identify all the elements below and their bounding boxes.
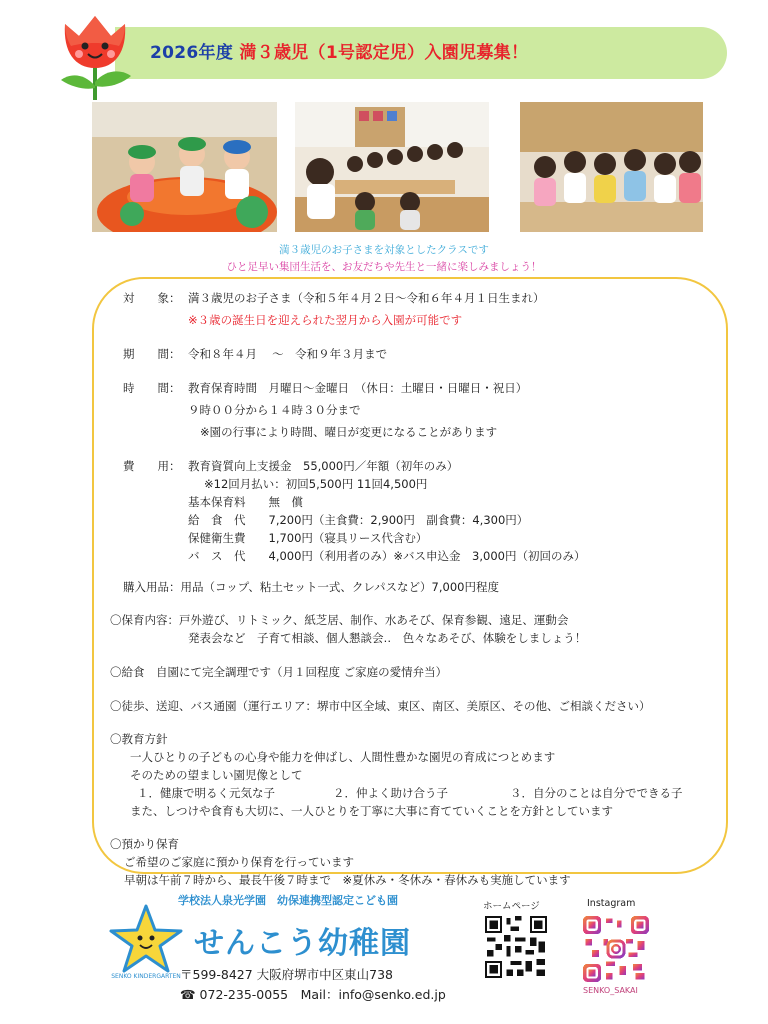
star-mascot-logo [104,900,188,980]
time-note: ※園の行事により時間、曜日が変更になることがあります [200,425,498,439]
policy-title: 〇教育方針 [110,732,168,746]
fee-basic: 基本保育料 無 償 [188,495,303,509]
svg-text:SENKO KINDERGARTEN: SENKO KINDERGARTEN [111,973,181,980]
kindergarten-name: せんこう幼稚園 [194,926,411,961]
contact-info: ☎ 072-235-0055 Mail：info@senko.ed.jp [180,987,446,1002]
instagram-label: Instagram [587,898,636,909]
policy-line-3: また、しつけや食育も大切に、一人ひとりを丁寧に大事に育てていくことを方針としています [130,804,613,818]
target-label: 対 象： [123,291,181,305]
intro-line-2: ひと足早い集団生活を、お友だちや先生と一緒に楽しみましょう！ [226,261,542,273]
transport-line: 〇徒歩、送迎、バス通園（運行エリア：堺市中区全域、東区、南区、美原区、その他、ご相談ください） [110,699,651,713]
homepage-label: ホームページ [483,901,540,912]
fee-installment: ※12回月払い：初回5,500円 11回4,500円 [204,477,428,491]
policy-goal-2: ２．仲よく助け合う子 [333,786,448,800]
photo-classroom [295,102,489,232]
lunch-line: 〇給食 自園にて完全調理です（月１回程度 ご家庭の愛情弁当） [110,665,448,679]
fee-bus: バ ス 代 4,000円（利用者のみ）※バス申込金 3,000円（初回のみ） [188,549,586,563]
care-line-2: 早朝は午前７時から、最長午後７時まで ※夏休み・冬休み・春休みも実施しています [124,873,571,887]
content-line-1: 〇保育内容：戸外遊び、リトミック、紙芝居、制作、水あそび、保育参観、遠足、運動会 [110,613,569,627]
care-line-1: ご希望のご家庭に預かり保育を行っています [124,855,354,869]
target-value: 満３歳児のお子さま（令和５年４月２日～令和６年４月１日生まれ） [188,291,545,305]
photo-group-exercise [520,102,703,232]
policy-line-1: 一人ひとりの子どもの心身や能力を伸ばし、人間性豊かな園児の育成につとめます [130,750,556,764]
period-label: 期 間： [123,347,181,361]
photo-outdoor-play [92,102,277,232]
target-note: ※３歳の誕生日を迎えられた翌月から入園が可能です [188,313,463,327]
time-label: 時 間： [123,381,181,395]
content-line-2: 発表会など 子育て相談、個人懇談会‥ 色々なあそび、体験をしましょう！ [188,631,587,645]
time-value: 教育保育時間 月曜日～金曜日 （休日：土曜日・日曜日・祝日） [188,381,528,395]
qr-code-instagram[interactable] [580,916,652,982]
fee-meal: 給 食 代 7,200円（主食費：2,900円 副食費：4,300円） [188,513,529,527]
fee-health: 保健衛生費 1,700円（寝具リース代含む） [188,531,428,545]
policy-goal-1: １．健康で明るく元気な子 [137,786,275,800]
tulip-mascot-icon [45,2,145,102]
care-title: 〇預かり保育 [110,837,179,851]
title-main: 満３歳児（1号認定児）入園児募集！ [239,43,529,63]
qr-code-homepage[interactable] [485,916,547,978]
address: 〒599-8427 大阪府堺市中区東山738 [180,967,394,982]
time-hours: ９時００分から１４時３０分まで [188,403,361,417]
supplies: 購入用品：用品（コップ、粘土セット一式、クレパスなど）7,000円程度 [123,580,499,594]
page-title [150,38,528,63]
fee-support: 教育資質向上支援金 55,000円／年額（初年のみ） [188,459,459,473]
fee-label: 費 用： [123,459,181,473]
intro-line-1: 満３歳児のお子さまを対象としたクラスです [279,244,489,256]
policy-line-2: そのための望ましい園児像として [130,768,303,782]
period-value: 令和８年４月 ～ 令和９年３月まで [188,347,388,361]
policy-goal-3: ３．自分のことは自分でできる子 [510,786,683,800]
school-corporation: 学校法人泉光学園 幼保連携型認定こども園 [178,894,398,907]
instagram-handle: SENKO_SAKAI [583,986,638,995]
title-year: 2026年度 [150,43,234,63]
